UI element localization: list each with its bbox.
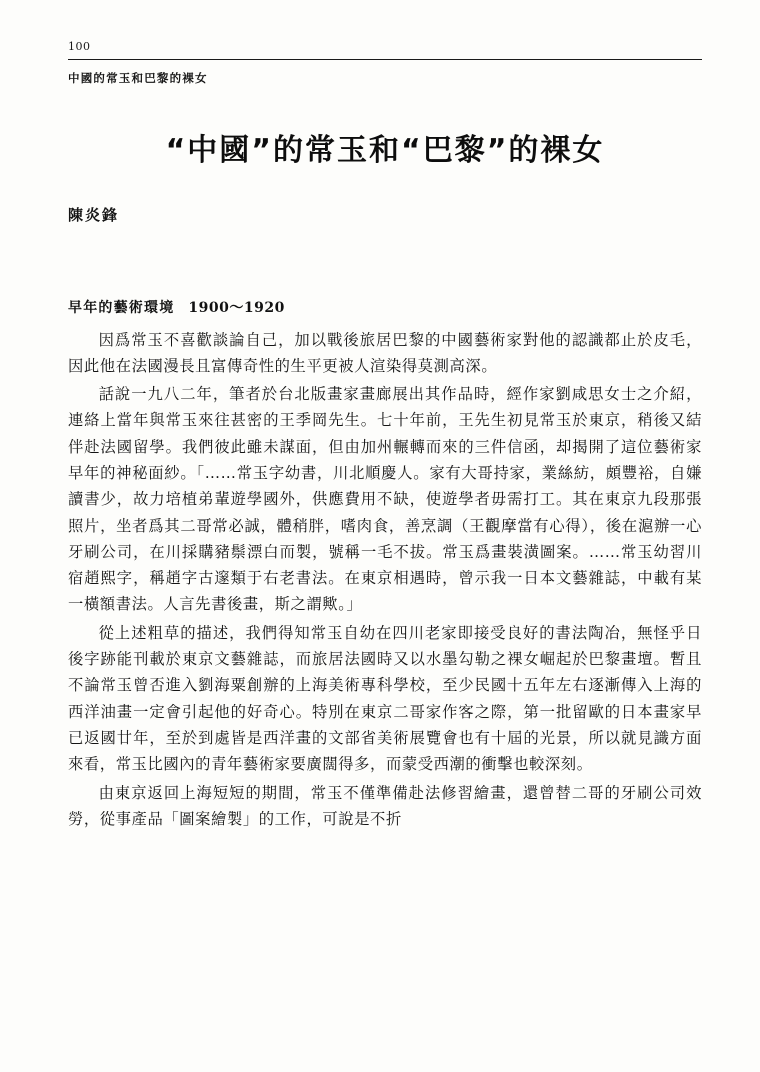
page-number: 100 — [68, 40, 91, 53]
section-heading-years: 1900～1920 — [188, 299, 285, 316]
paragraph-1: 因爲常玉不喜歡談論自己，加以戰後旅居巴黎的中國藝術家對他的認識都止於皮毛，因此他在法國漫長且富傳奇性的生平更被人渲染得莫測高深。 — [68, 330, 702, 375]
paragraph-2: 話說一九八二年，筆者於台北版畫家畫廊展出其作品時，經作家劉咸思女士之介紹，連絡上當年與常玉來往甚密的王季岡先生。七十年前，王先生初見常玉於東京，稍後又結伴赴法國留學。我們彼此雖未謀面，但由加州輾轉而來的三件信函，却揭開了這位藝術家早年的神秘面紗。「……常玉字幼書，川北順慶人。家有大哥持家，業絲紡，頗豐裕，自嫌讀書少，故力培植弟輩遊學國外，供應費用不缺，使遊學者毋需打工。其在東京九段那張照片，坐者爲其二哥常必誠，體稍胖，嗜肉食，善烹調（王觀摩當有心得），後在滬辦一心牙刷公司，在川採購豬鬃漂白而製，號稱一毛不拔。常玉爲畫裝潢圖案。……常玉幼習川宿趙熙字，稱趙字古邃類于右老書法。在東京相遇時，曾示我一日本文藝雜誌，中載有某一橫額書法。人言先書後畫，斯之謂歟。」 — [68, 385, 702, 614]
section-heading-label: 早年的藝術環境 — [68, 299, 175, 316]
running-head: 中國的常玉和巴黎的裸女 — [68, 71, 208, 85]
paragraph-4: 由東京返回上海短短的期間，常玉不僅準備赴法修習繪畫，還曾替二哥的牙刷公司效勞，從事產品「圖案繪製」的工作，可說是不折 — [68, 783, 702, 828]
author-byline: 陳炎鋒 — [68, 205, 120, 224]
page-content — [68, 40, 702, 834]
section-heading — [68, 297, 702, 317]
page-title: “中國”的常玉和“巴黎”的裸女 — [165, 133, 605, 168]
header-rule — [68, 59, 702, 60]
paragraph-3: 從上述粗草的描述，我們得知常玉自幼在四川老家即接受良好的書法陶冶，無怪乎日後字跡能刊載於東京文藝雜誌，而旅居法國時又以水墨勾勒之裸女崛起於巴黎畫壇。暫且不論常玉曾否進入劉海粟創辦的上海美術專科學校，至少民國十五年左右逐漸傳入上海的西洋油畫一定會引起他的好奇心。特別在東京二哥家作客之際，第一批留歐的日本畫家早已返國廿年，至於到處皆是西洋畫的文部省美術展覽會也有十屆的光景，所以就見識方面來看，常玉比國內的青年藝術家要廣闊得多，而蒙受西潮的衝擊也較深刻。 — [68, 623, 702, 774]
